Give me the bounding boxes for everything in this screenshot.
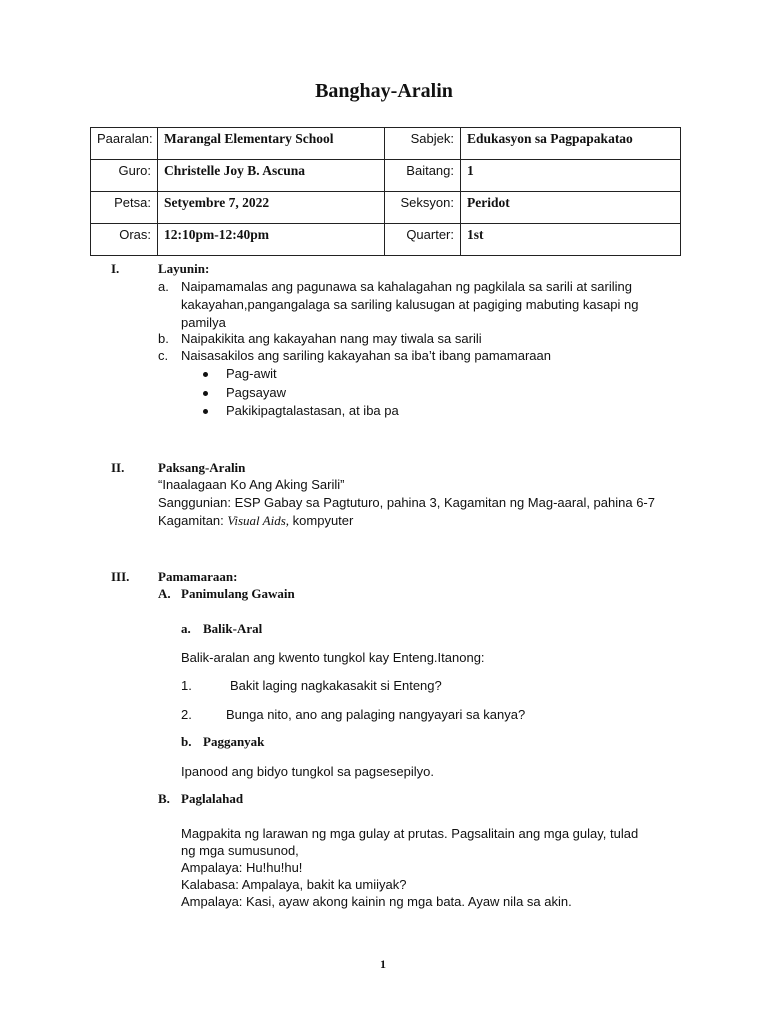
bullet-icon [203, 409, 208, 414]
section-2-numeral: II. [111, 460, 125, 475]
question-2-text: Bunga nito, ano ang palaging nangyayari sa kanya? [226, 707, 526, 722]
bullet-icon [203, 372, 208, 377]
paaralan-value: Marangal Elementary School [158, 128, 385, 160]
section-3-numeral: III. [111, 569, 130, 584]
subsection-b-heading: Paglalahad [181, 791, 244, 806]
section-1-numeral: I. [111, 261, 120, 276]
oras-label: Oras: [91, 224, 158, 256]
table-row [91, 160, 681, 192]
question-1-text: Bakit laging nagkakasakit si Enteng? [230, 678, 442, 693]
paglalahad-line-4: Kalabasa: Ampalaya, bakit ka umiiyak? [181, 877, 407, 892]
document-title: Banghay-Aralin [315, 80, 453, 102]
kagamitan-visual-aids: Visual Aids, [227, 513, 290, 528]
kagamitan-rest: kompyuter [292, 513, 354, 528]
bullet-item-2: Pagsayaw [226, 385, 286, 400]
bullet-icon [203, 391, 208, 396]
seksyon-label: Seksyon: [385, 192, 461, 224]
pagganyak-text: Ipanood ang bidyo tungkol sa pagsesepilyo. [181, 764, 434, 779]
quarter-label: Quarter: [385, 224, 461, 256]
guro-value: Christelle Joy B. Ascuna [158, 160, 385, 192]
kagamitan-label: Kagamitan: [158, 513, 224, 528]
subsection-a-letter: A. [158, 586, 171, 601]
guro-label: Guro: [91, 160, 158, 192]
baitang-label: Baitang: [385, 160, 461, 192]
question-1-number: 1. [181, 678, 192, 693]
objective-letter-b: b. [158, 331, 169, 346]
paglalahad-line-2: ng mga sumusunod, [181, 843, 299, 858]
sabjek-value: Edukasyon sa Pagpapakatao [461, 128, 681, 160]
objective-letter-c: c. [158, 348, 169, 363]
question-2-number: 2. [181, 707, 192, 722]
baitang-value: 1 [461, 160, 681, 192]
subsection-b-letter: B. [158, 791, 170, 806]
lesson-topic: “Inaalagaan Ko Ang Aking Sarili” [158, 477, 345, 492]
objective-a-line-2: kakayahan,pangangalaga sa sariling kalusugan at pagiging mabuting kasapi ng [181, 297, 639, 312]
subsection-a-heading: Panimulang Gawain [181, 586, 295, 601]
oras-value: 12:10pm-12:40pm [158, 224, 385, 256]
lesson-info-table [90, 127, 681, 256]
section-3-heading: Pamamaraan: [158, 569, 238, 584]
section-2-heading: Paksang-Aralin [158, 460, 246, 475]
paaralan-label: Paaralan: [91, 128, 158, 160]
kagamitan-line [158, 513, 353, 529]
seksyon-value: Peridot [461, 192, 681, 224]
bullet-item-1: Pag-awit [226, 366, 277, 381]
paglalahad-line-1: Magpakita ng larawan ng mga gulay at prutas. Pagsalitain ang mga gulay, tulad [181, 826, 639, 841]
table-row [91, 224, 681, 256]
objective-b-text: Naipakikita ang kakayahan nang may tiwala sa sarili [181, 331, 482, 346]
paglalahad-line-5: Ampalaya: Kasi, ayaw akong kainin ng mga bata. Ayaw nila sa akin. [181, 894, 572, 909]
sabjek-label: Sabjek: [385, 128, 461, 160]
objective-letter-a: a. [158, 279, 169, 294]
paglalahad-line-3: Ampalaya: Hu!hu!hu! [181, 860, 303, 875]
objective-a-line-1: Naipamamalas ang pagunawa sa kahalagahan ng pagkilala sa sarili at sariling [181, 279, 632, 294]
table-row [91, 192, 681, 224]
sanggunian-text: Sanggunian: ESP Gabay sa Pagtuturo, pahina 3, Kagamitan ng Mag-aaral, pahina 6-7 [158, 495, 655, 510]
objective-a-line-3: pamilya [181, 315, 226, 330]
petsa-label: Petsa: [91, 192, 158, 224]
objective-c-text: Naisasakilos ang sariling kakayahan sa iba’t ibang pamamaraan [181, 348, 551, 363]
petsa-value: Setyembre 7, 2022 [158, 192, 385, 224]
page-number: 1 [380, 957, 386, 971]
pagganyak-heading: Pagganyak [203, 734, 265, 749]
balik-aral-letter: a. [181, 621, 191, 636]
bullet-item-3: Pakikipagtalastasan, at iba pa [226, 403, 399, 418]
balik-aral-intro: Balik-aralan ang kwento tungkol kay Enteng.Itanong: [181, 650, 485, 665]
pagganyak-letter: b. [181, 734, 192, 749]
section-1-heading: Layunin: [158, 261, 210, 276]
table-row [91, 128, 681, 160]
quarter-value: 1st [461, 224, 681, 256]
balik-aral-heading: Balik-Aral [203, 621, 263, 636]
